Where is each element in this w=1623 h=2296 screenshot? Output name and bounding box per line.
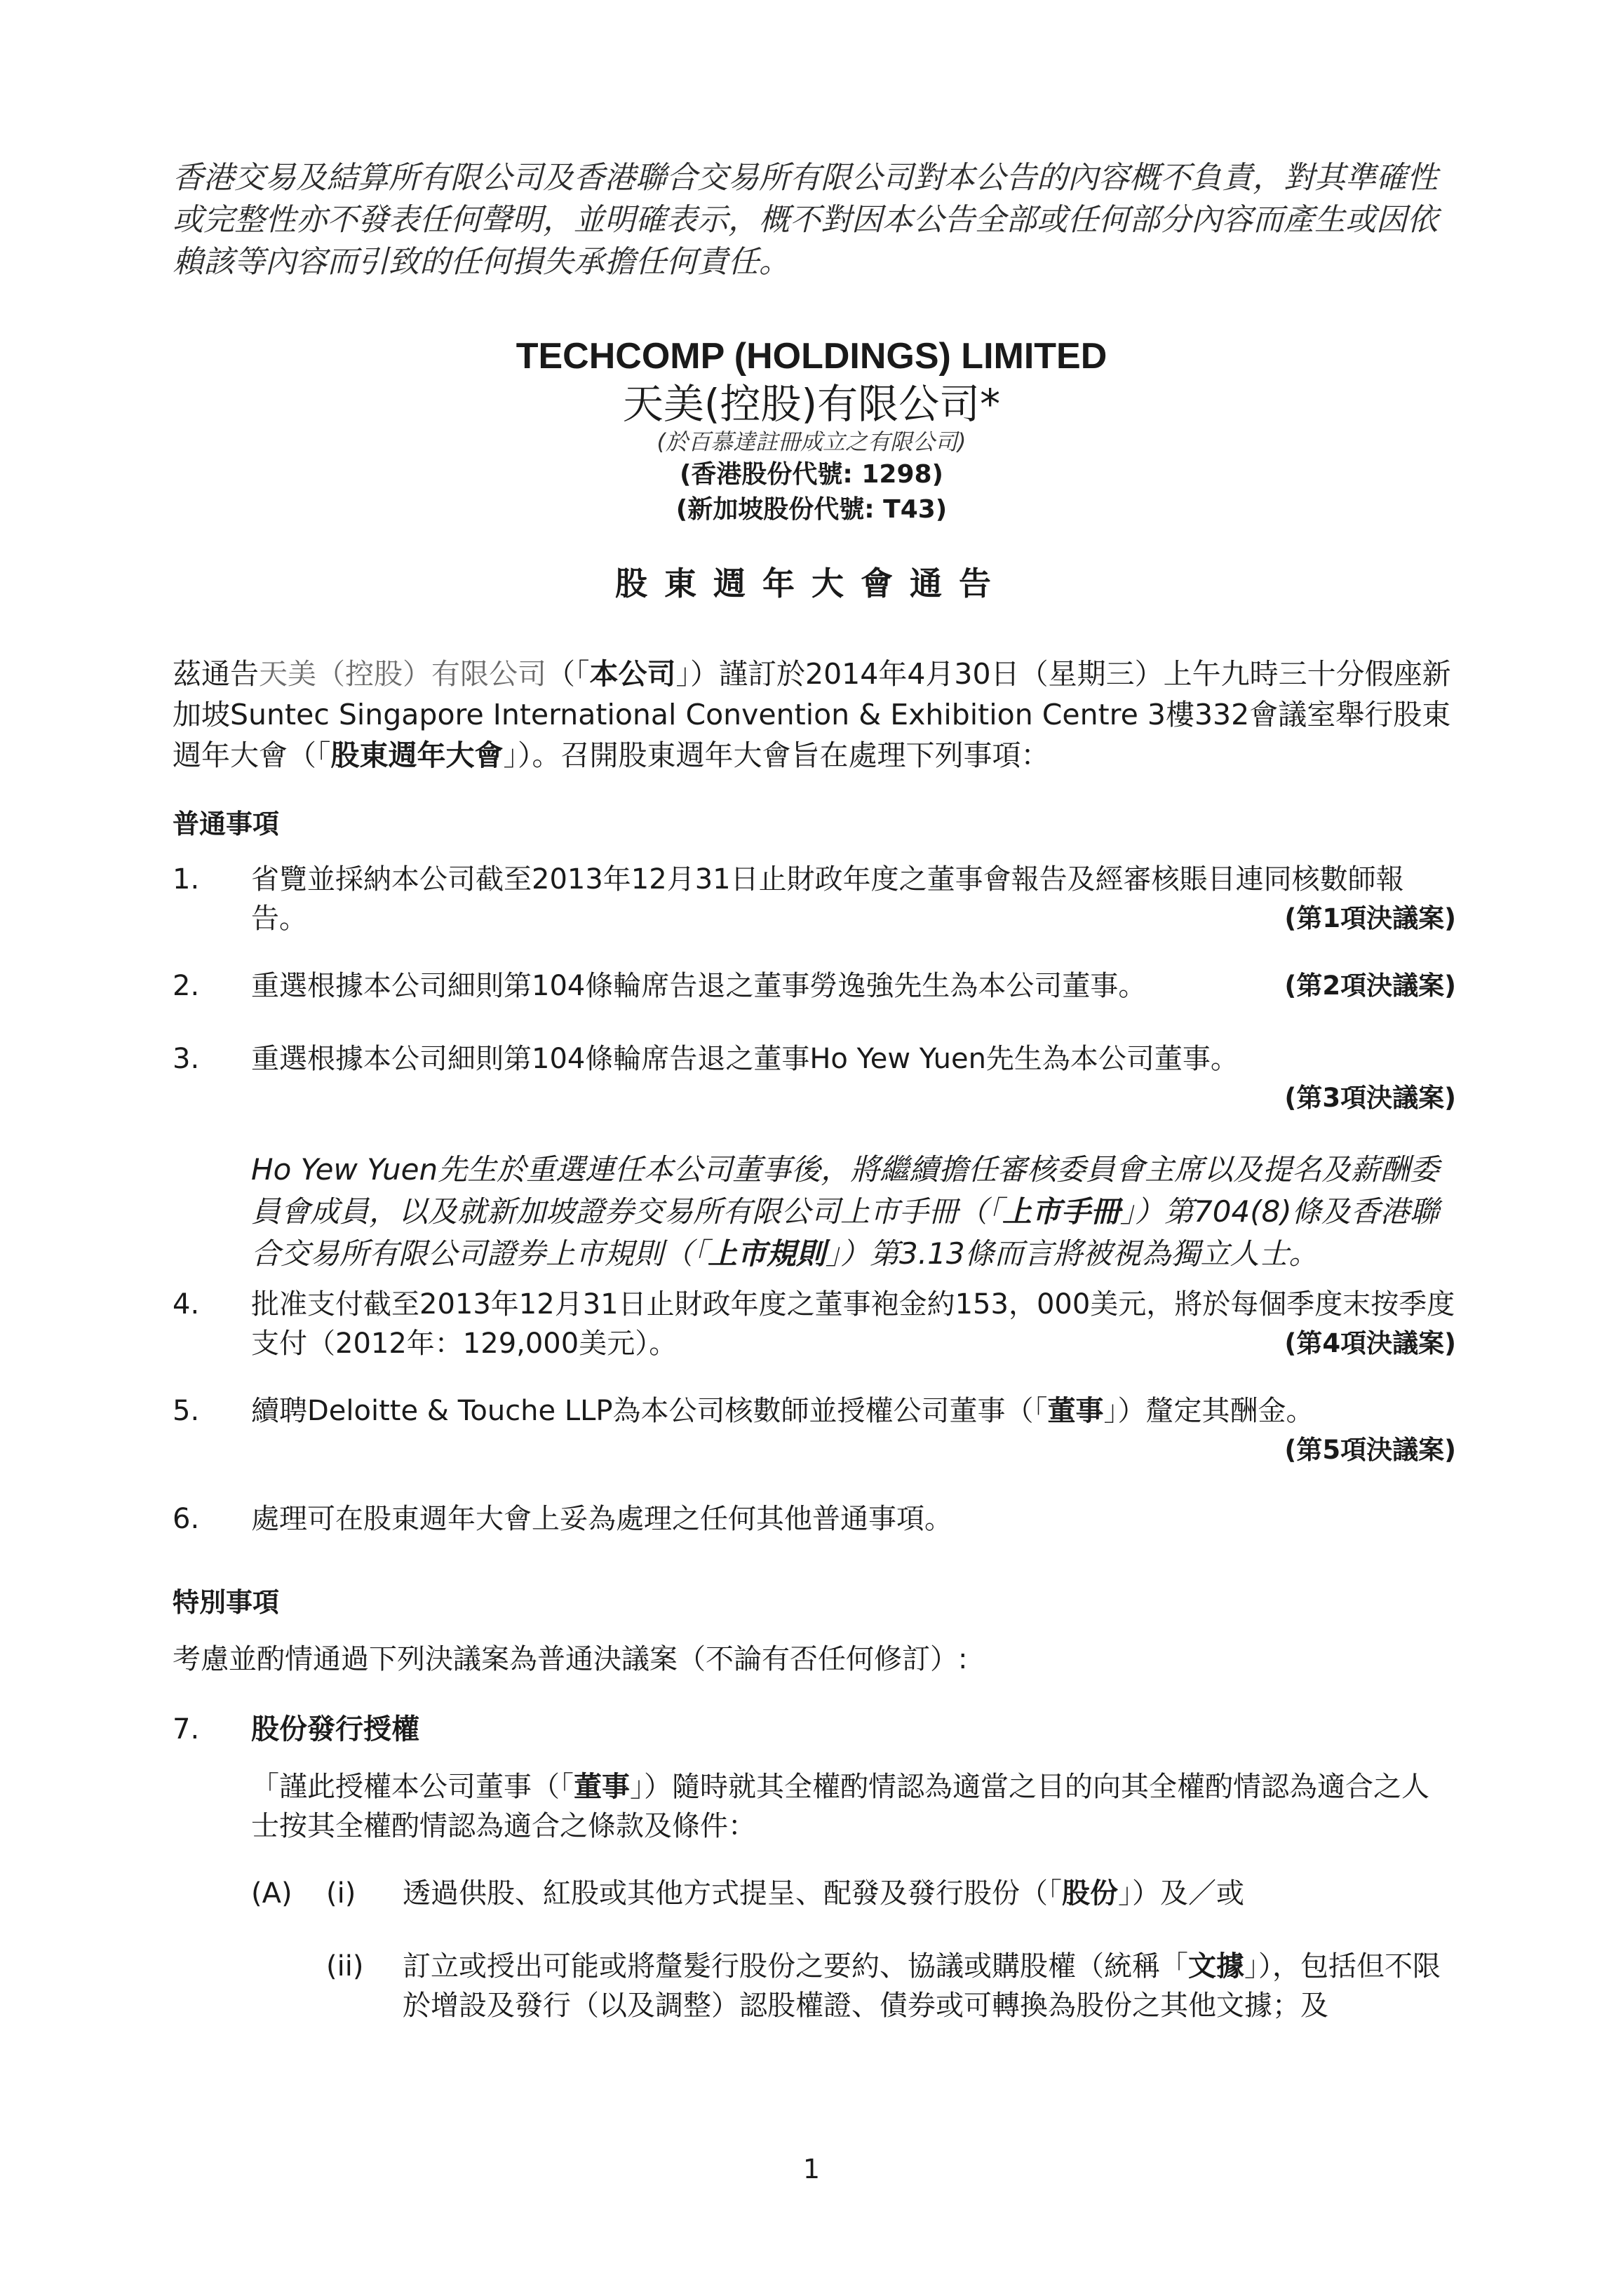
item-text [251,1391,1456,1431]
company-reference: 天美（控股）有限公司 [259,657,546,691]
item-number: 5. [173,1395,200,1427]
sg-stock-code: (新加坡股份代號: T43) [675,495,948,524]
defined-term: 董事 [1047,1395,1104,1427]
ordinary-business-heading: 普通事項 [173,809,280,839]
resolution-label: (第3項決議案) [1284,1083,1456,1113]
item-number: 2. [173,970,200,1002]
incorporation-note: (於百慕達註冊成立之有限公司) [656,428,967,455]
sub-item-text [403,1874,1456,1913]
special-business-lead: 考慮並酌情通過下列決議案為普通決議案（不論有否任何修訂）: [173,1643,968,1675]
special-business-heading: 特別事項 [173,1587,280,1618]
item-text-part: 」）釐定其酬金。 [1103,1395,1314,1427]
item-number: 3. [173,1043,200,1075]
item-text-part: 續聘Deloitte & Touche LLP為本公司核數師並授權公司董事（「 [251,1395,1048,1427]
item-number: 7. [173,1713,200,1745]
item-text: 處理可在股東週年大會上妥為處理之任何其他普通事項。 [251,1503,952,1535]
defined-term: 上市手冊 [1002,1194,1121,1229]
intro-text: 」）。召開股東週年大會旨在處理下列事項： [503,738,1050,772]
item-title: 股份發行授權 [251,1713,419,1745]
resolution-label: (第2項決議案) [1284,971,1456,1001]
defined-term: 上市規則 [708,1236,826,1271]
defined-term: 文據 [1188,1950,1244,1983]
intro-text: （「 [546,657,590,691]
note-text: 」）第704(8)條及香港聯合交易所有限公司證券上市規則（「 [251,1194,1439,1271]
defined-term: 董事 [574,1771,630,1803]
defined-term: 股份 [1062,1877,1118,1910]
note-text: 」）第3.13條而言將被視為獨立人士。 [826,1236,1319,1271]
notice-title: 股東週年大會通告 [615,565,1008,602]
sub-text-part: 訂立或授出可能或將釐髮行股份之要約、協議或購股權（統稱「 [403,1950,1188,1983]
mandate-paragraph [251,1767,1456,1846]
sub-text-part: 」），包括但不限於增設及發行（以及調整）認股權證、債券或可轉換為股份之其他文據；及 [403,1950,1441,2022]
resolution-label: (第1項決議案) [1284,903,1456,933]
item-number: 1. [173,863,200,896]
resolution-label: (第4項決議案) [1284,1328,1456,1358]
item-text: 重選根據本公司細則第104條輪席告退之董事Ho Yew Yuen先生為本公司董事。 [251,1043,1239,1075]
note-text: Ho Yew Yuen先生於重選連任本公司董事後，將繼續擔任審核委員會主席以及提名及薪酬委員會成員，以及就新加坡證券交易所有限公司上市手冊（「 [251,1152,1440,1229]
mandate-text: 「謹此授權本公司董事（「 [251,1771,574,1803]
hk-stock-code: (香港股份代號: 1298) [679,460,944,489]
exchange-disclaimer: 香港交易及結算所有限公司及香港聯合交易所有限公司對本公告的內容概不負責，對其準確性或完整性亦不發表任何聲明，並明確表示，概不對因本公告全部或任何部分內容而產生或因依賴該等內容而引致的任何損失承擔任何責任。 [173,160,1438,280]
company-name-english: TECHCOMP (HOLDINGS) LIMITED [516,336,1107,377]
sub-item-text [403,1947,1456,2025]
page-number: 1 [802,2154,821,2184]
item-text: 重選根據本公司細則第104條輪席告退之董事勞逸強先生為本公司董事。 [251,970,1147,1002]
item-number: 4. [173,1288,200,1321]
company-name-chinese: 天美(控股)有限公司* [622,380,1001,428]
item-text: 省覽並採納本公司截至2013年12月31日止財政年度之董事會報告及經審核賬目連同核數師報告。 [251,863,1404,935]
mandate-text: 」）隨時就其全權酌情認為適當之目的向其全權酌情認為適合之人士按其全權酌情認為適合之條款及條件： [251,1771,1429,1842]
defined-term: 本公司 [589,657,676,691]
intro-text: 茲通告 [173,657,259,691]
intro-text: 」）謹訂於2014年4月30日（星期三）上午九時三十分假座新加坡Suntec Singapore International Convention & Exhibition Centre 3樓332會議室舉行股東週年大會（「 [173,657,1451,772]
director-note [251,1149,1456,1275]
item-number: 6. [173,1503,200,1535]
sub-item-label-a: (A) [251,1877,292,1910]
resolution-label: (第5項決議案) [1284,1435,1456,1465]
intro-paragraph [173,654,1456,776]
sub-text-part: 」）及／或 [1118,1877,1244,1910]
sub-item-label-ii: (ii) [326,1950,364,1983]
item-text: 批准支付截至2013年12月31日止財政年度之董事袍金約153，000美元，將於每個季度末按季度支付（2012年：129,000美元）。 [251,1288,1455,1360]
sub-text-part: 透過供股、紅股或其他方式提呈、配發及發行股份（「 [403,1877,1062,1910]
defined-term: 股東週年大會 [330,738,504,772]
sub-item-label-i: (i) [326,1877,356,1910]
